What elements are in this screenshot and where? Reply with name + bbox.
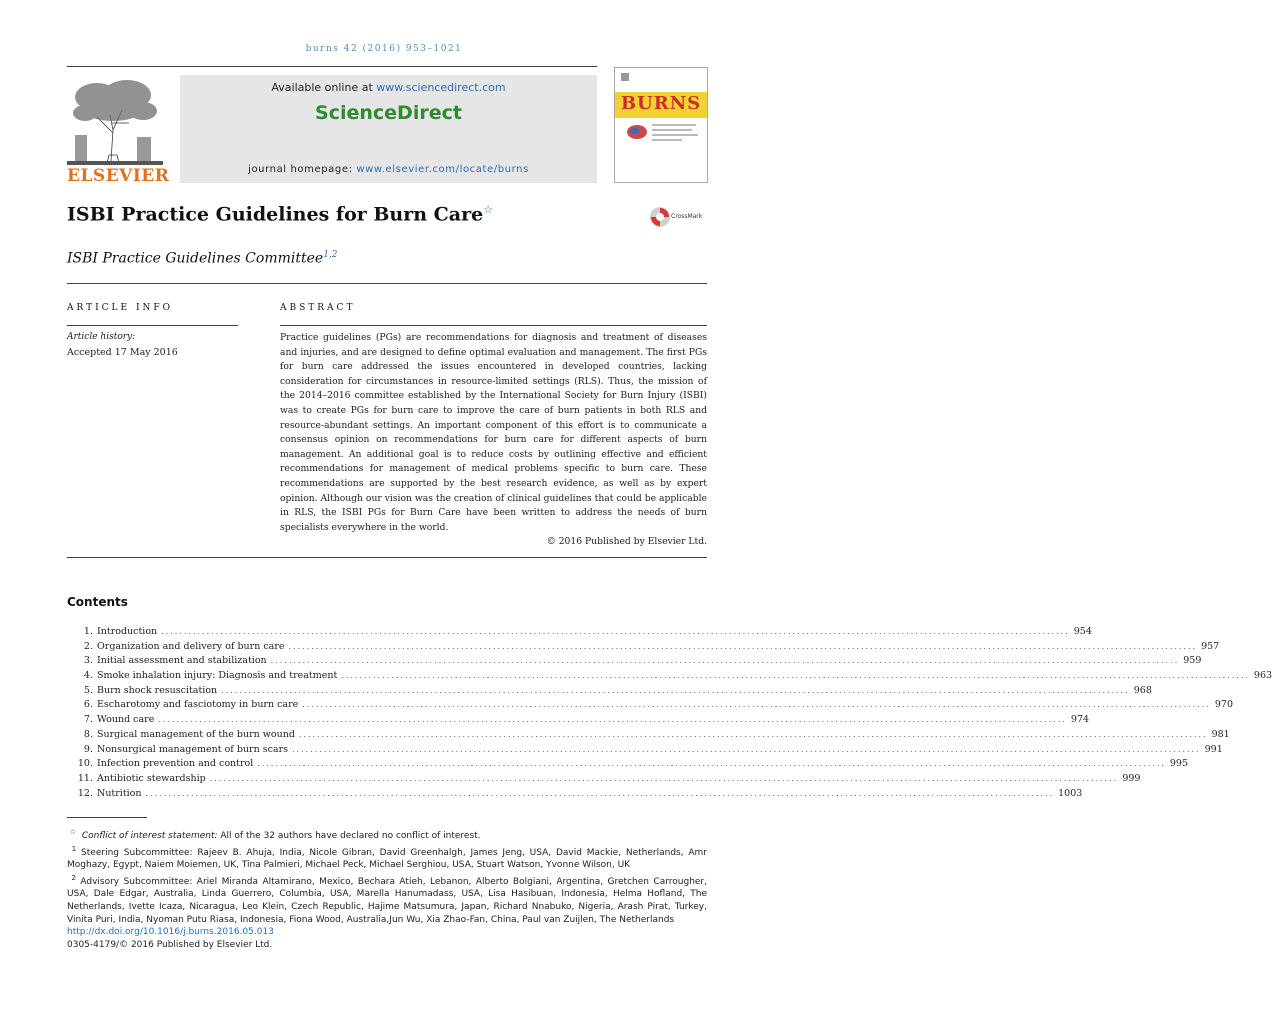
toc-entry-title: Antibiotic stewardship xyxy=(97,772,206,784)
toc-entry-title: Burn shock resuscitation xyxy=(97,684,218,696)
available-online-prefix: Available online at xyxy=(271,81,377,94)
toc-entry-title: Smoke inhalation injury: Diagnosis and treatment xyxy=(97,670,338,682)
elsevier-wordmark: ELSEVIER xyxy=(67,166,170,186)
cover-publisher-icon xyxy=(620,72,630,82)
abstract-divider xyxy=(67,557,707,558)
toc-entry[interactable] xyxy=(67,758,1189,773)
toc-entry-page: 981 xyxy=(1211,728,1230,740)
cover-globe-icon xyxy=(626,124,648,140)
authors-text: ISBI Practice Guidelines Committee xyxy=(67,250,324,267)
toc-entry[interactable] xyxy=(67,626,1092,641)
doi-line xyxy=(67,926,707,939)
toc-entry-title: Initial assessment and stabilization xyxy=(97,655,267,667)
toc-entry-title: Organization and delivery of burn care xyxy=(97,640,285,652)
sciencedirect-link[interactable]: www.sciencedirect.com xyxy=(376,81,506,94)
toc-entry-page: 959 xyxy=(1183,655,1202,667)
fn1-text: Steering Subcommittee: Rajeev B. Ahuja, India, Nicole Gibran, David Greenhalgh, James Jeng, USA, David Mackie, Netherlands, Amr Moghazy, Egypt, Naiem Moiemen, UK, Tina Palmieri, Michael Peck, Michael Serghiou, USA, Stuart Watson, Yvonne Wilson, UK xyxy=(67,847,707,871)
cover-text-lines xyxy=(652,124,700,144)
toc-leader-dots: ........................................................................................................................................................................................................ xyxy=(298,729,1208,739)
toc-entry-page: 963 xyxy=(1253,670,1272,682)
sciencedirect-logo: ScienceDirect xyxy=(315,102,462,124)
article-title-text: ISBI Practice Guidelines for Burn Care xyxy=(67,203,484,226)
toc-leader-dots: ........................................................................................................................................................................................................ xyxy=(257,759,1166,769)
doi-link[interactable]: http://dx.doi.org/10.1016/j.burns.2016.05.013 xyxy=(67,927,274,938)
toc-entry[interactable] xyxy=(67,743,1223,759)
coi-label: Conflict of interest statement: xyxy=(81,831,218,841)
contents-heading: Contents xyxy=(67,595,128,609)
journal-homepage-line xyxy=(180,164,597,175)
toc-entry-number: 12. xyxy=(77,787,93,799)
footnote-1 xyxy=(67,843,707,872)
toc-entry-number: 2. xyxy=(83,640,93,652)
toc-entry-number: 8. xyxy=(83,728,93,740)
toc-entry[interactable] xyxy=(67,640,1220,656)
footnote-2 xyxy=(67,872,707,926)
toc-entry-title: Infection prevention and control xyxy=(97,758,254,770)
toc-entry-title: Escharotomy and fasciotomy in burn care xyxy=(97,699,299,711)
toc-leader-dots: ........................................................................................................................................................................................................ xyxy=(341,671,1250,681)
toc-entry-number: 7. xyxy=(83,714,93,726)
toc-entry-title: Surgical management of the burn wound xyxy=(97,728,295,740)
toc-entry-number: 3. xyxy=(83,655,93,667)
article-info-label: ARTICLE INFO xyxy=(67,303,174,313)
toc-entry[interactable] xyxy=(67,670,1272,685)
toc-entry-number: 10. xyxy=(77,758,93,770)
toc-entry[interactable] xyxy=(67,714,1090,729)
toc-entry-page: 999 xyxy=(1122,772,1141,784)
toc-leader-dots: ........................................................................................................................................................................................................ xyxy=(158,715,1067,725)
title-footnote-mark[interactable]: ☆ xyxy=(483,203,494,216)
crossmark-label: CrossMark xyxy=(671,213,703,220)
author-footnote-marks[interactable]: 1,2 xyxy=(323,250,338,260)
toc-entry-title: Wound care xyxy=(97,714,155,726)
fn1-mark: 1 xyxy=(71,844,77,853)
toc-entry[interactable] xyxy=(67,684,1152,700)
footnote-rule xyxy=(67,817,147,818)
coi-text: All of the 32 authors have declared no conflict of interest. xyxy=(217,831,481,841)
running-head: burns 42 (2016) 953–1021 xyxy=(305,44,463,54)
toc-entry[interactable] xyxy=(67,772,1141,788)
toc-leader-dots: ........................................................................................................................................................................................................ xyxy=(161,627,1070,636)
author-line xyxy=(67,250,338,267)
toc-leader-dots: ........................................................................................................................................................................................................ xyxy=(288,641,1198,651)
toc-entry-number: 4. xyxy=(83,670,93,682)
toc-entry-page: 995 xyxy=(1169,758,1189,770)
toc-entry[interactable] xyxy=(67,699,1233,714)
toc-entry[interactable] xyxy=(67,787,1083,803)
toc-entry-page: 1003 xyxy=(1058,787,1083,799)
toc-entry-title: Introduction xyxy=(97,626,158,637)
toc-entry[interactable] xyxy=(67,728,1230,744)
table-of-contents xyxy=(67,626,1272,802)
footnote-conflict xyxy=(67,826,707,843)
journal-homepage-prefix: journal homepage: xyxy=(248,164,357,175)
article-history-label: Article history: xyxy=(67,332,136,342)
toc-leader-dots: ........................................................................................................................................................................................................ xyxy=(292,744,1201,754)
journal-homepage-link[interactable]: www.elsevier.com/locate/burns xyxy=(356,164,529,175)
toc-leader-dots: ........................................................................................................................................................................................................ xyxy=(221,685,1130,695)
article-title xyxy=(67,203,493,225)
cover-journal-title: BURNS xyxy=(620,93,702,114)
toc-entry-page: 968 xyxy=(1133,684,1152,696)
fn2-mark: 2 xyxy=(71,873,76,882)
coi-mark: ☆ xyxy=(69,828,77,836)
top-rule xyxy=(67,66,597,67)
toc-entry-number: 5. xyxy=(83,684,93,696)
article-info-rule xyxy=(67,325,238,326)
abstract-rule xyxy=(280,325,707,326)
toc-entry-page: 957 xyxy=(1201,640,1220,652)
abstract-text: Practice guidelines (PGs) are recommendations for diagnosis and treatment of diseases and injuries, and are designed to define optimal evaluation and management. The first PGs for burn care addressed the issues encountered in developed countries, lacking consideration for circumstances in resource-limited settings (RLS). Thus, the mission of the 2014–2016 committee established by the International Society for Burn Injury (ISBI) was to create PGs for burn care to improve the care of burn patients in both RLS and resource-abundant settings. An important component of this effort is to communicate a consensus opinion on recommendations for burn care for different aspects of burn management. An additional goal is to reduce costs by outlining effective and efficient recommendations for management of medical problems specific to burn care. These recommendations are supported by the best research evidence, as well as by expert opinion. Although our vision was the creation of clinical guidelines that could be applicable in RLS, the ISBI PGs for Burn Care have been written to address the needs of burn specialists everywhere in the world. xyxy=(280,332,707,533)
toc-entry-title: Nonsurgical management of burn scars xyxy=(97,743,289,755)
toc-entry-number: 11. xyxy=(77,772,93,784)
toc-entry-number: 6. xyxy=(83,699,93,711)
toc-leader-dots: ........................................................................................................................................................................................................ xyxy=(302,700,1211,710)
accepted-date: Accepted 17 May 2016 xyxy=(67,347,178,358)
toc-entry-number: 9. xyxy=(83,743,93,755)
toc-leader-dots: ........................................................................................................................................................................................................ xyxy=(145,788,1055,798)
toc-leader-dots: ........................................................................................................................................................................................................ xyxy=(270,656,1180,666)
toc-entry-page: 970 xyxy=(1214,699,1233,711)
toc-entry-page: 974 xyxy=(1070,714,1090,726)
toc-entry-title: Nutrition xyxy=(97,787,142,799)
toc-entry-number: 1. xyxy=(83,626,93,637)
toc-leader-dots: ........................................................................................................................................................................................................ xyxy=(209,773,1119,783)
toc-entry[interactable] xyxy=(67,655,1202,670)
header-divider xyxy=(67,283,707,284)
issn-line: 0305-4179/© 2016 Published by Elsevier Ltd. xyxy=(67,939,273,950)
abstract-copyright: © 2016 Published by Elsevier Ltd. xyxy=(546,536,707,548)
available-online-line xyxy=(180,81,597,94)
abstract-label: ABSTRACT xyxy=(280,303,356,313)
abstract-body xyxy=(280,331,707,550)
footnotes xyxy=(67,826,707,951)
fn2-text: Advisory Subcommittee: Ariel Miranda Altamirano, Mexico, Bechara Atieh, Lebanon, Alberto Bolgiani, Argentina, Gretchen Carrougher, USA, Dale Edgar, Australia, Linda Guerrero, Columbia, USA, Marella Hanumadass, USA, Lisa Hasibuan, Indonesia, Helma Hofland, The Netherlands, Ivette Icaza, Nicaragua, Leo Klein, Czech Republic, Hajime Matsumura, Japan, Richard Nnabuko, Nigeria, Arash Pirat, Turkey, Vinita Puri, India, Nyoman Putu Riasa, Indonesia, Fiona Wood, Australia,Jun Wu, Xia Zhao-Fan, China, Paul van Zuijlen, The Netherlands xyxy=(67,876,707,925)
toc-entry-page: 991 xyxy=(1204,743,1223,755)
toc-entry-page: 954 xyxy=(1073,626,1092,637)
